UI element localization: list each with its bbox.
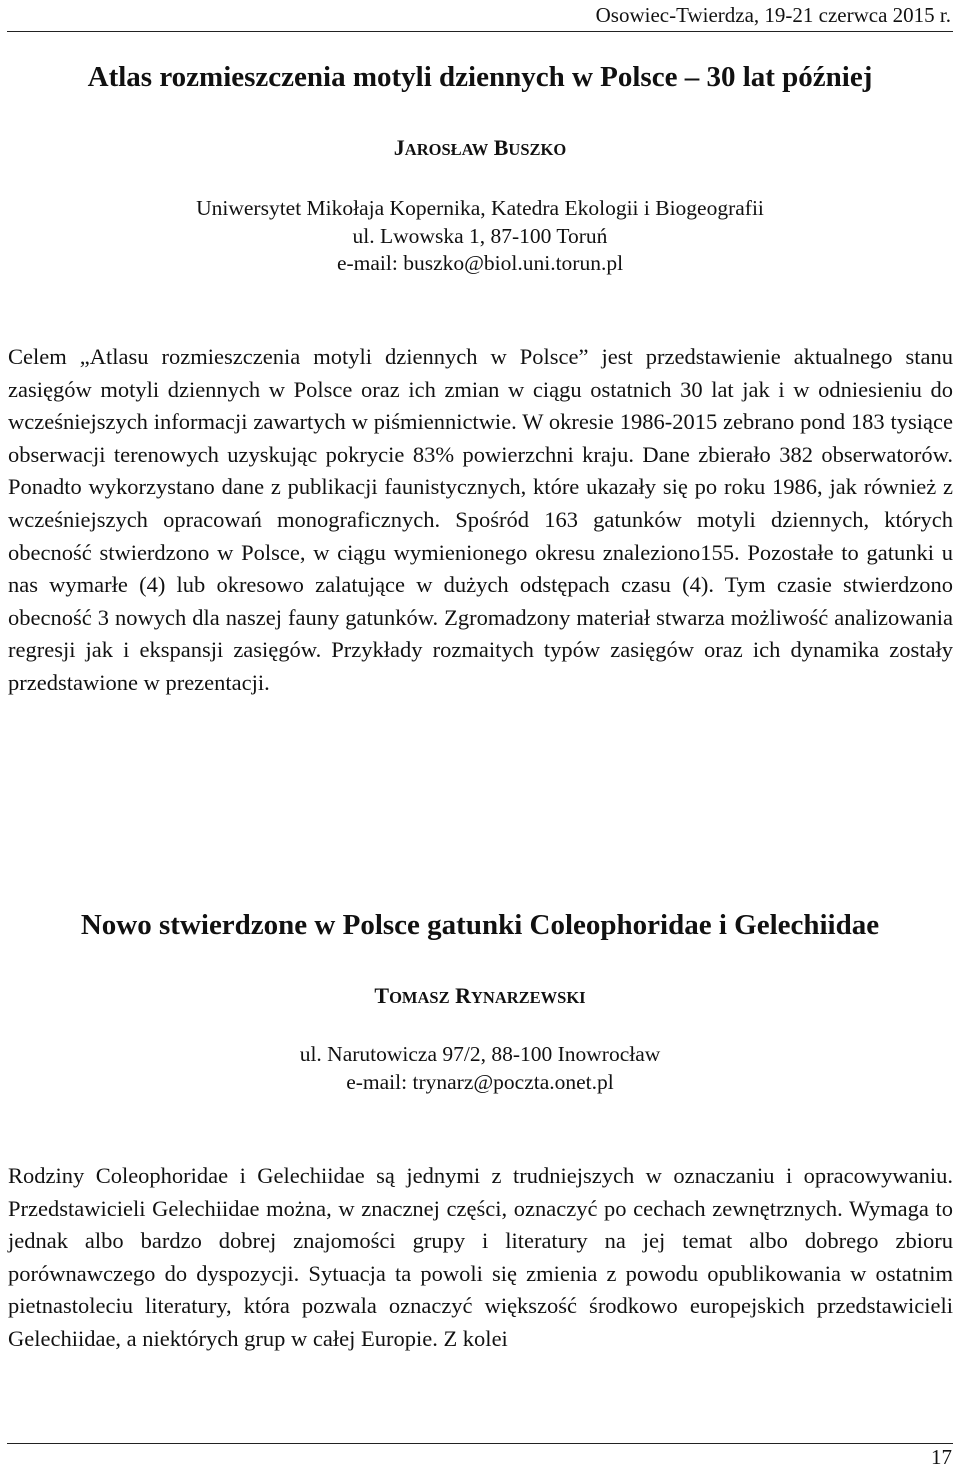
article-1-abstract: Celem „Atlasu rozmieszczenia motyli dziennych w Polsce” jest przedstawienie aktualnego stanu zasięgów motyli dziennych w Polsce oraz ich zmian w ciągu ostatnich 30 lat jak i w odniesieniu do wcześniejszych informacji zawartych w piśmiennictwie. W okresie 1986-2015 zebrano pond 183 tysiące obserwacji terenowych uzyskując pokrycie 83% powierzchni kraju. Dane zbierało 382 obserwatorów. Ponadto wykorzystano dane z publikacji faunistycznych, które ukazały się po roku 1986, jak również z wcześniejszych opracowań monograficznych. Spośród 163 gatunków motyli dziennych, których obecność stwierdzono w Polsce, w ciągu wymienionego okresu znaleziono155. Pozostałe to gatunki u nas wymarłe (4) lub okresowo zalatujące w dużych odstępach czasu (4). Tym czasie stwierdzono obecność 3 nowych dla naszej fauny gatunków. Zgromadzony materiał stwarza możliwość analizowania regresji jak i ekspansji zasięgów. Przykłady rozmaitych typów zasięgów oraz ich dynamika zostały przedstawione w prezentacji. xyxy=(8,344,953,695)
article-2-author xyxy=(0,982,960,1012)
author-2-last-rest: YNARZEWSKI xyxy=(470,988,586,1007)
article-2-title: Nowo stwierdzone w Polsce gatunki Coleophoridae i Gelechiidae xyxy=(80,909,880,941)
author-2-last-initial: R xyxy=(455,983,471,1008)
article-1-author xyxy=(0,134,960,164)
author-1-first-rest: AROSŁAW xyxy=(404,140,489,159)
email-line: e-mail: buszko@biol.uni.torun.pl xyxy=(336,251,624,275)
author-2-first-rest: OMASZ xyxy=(389,988,450,1007)
page-number: 17 xyxy=(931,1445,952,1469)
article-2-abstract: Rodziny Coleophoridae i Gelechiidae są jednymi z trudniejszych w oznaczaniu i opracowywaniu. Przedstawicieli Gelechiidae można, w znacznej części, oznaczyć po cechach zewnętrznych. Wymaga to jednak albo bardzo dobrej znajomości grupy i literatury na jej temat albo dobrego zbioru porównawczego do dyspozycji. Sytuacja ta powoli się zmienia z powodu opublikowania w ostatnim pietnastoleciu literatury, która pozwala oznaczyć większość środkowo europejskich przedstawicieli Gelechiidae, a niektórych grup w całej Europie. Z kolei xyxy=(8,1163,953,1351)
author-1-last-initial: B xyxy=(493,135,509,160)
footer-rule xyxy=(7,1443,953,1444)
header-rule xyxy=(7,31,953,32)
article-2-affiliation xyxy=(0,1041,960,1096)
running-header: Osowiec-Twierdza, 19-21 czerwca 2015 r. xyxy=(595,3,951,27)
article-1-title: Atlas rozmieszczenia motyli dziennych w Polsce – 30 lat później xyxy=(87,61,873,93)
address-line: ul. Narutowicza 97/2, 88-100 Inowrocław xyxy=(299,1042,661,1066)
article-1-affiliation xyxy=(0,195,960,278)
address-line: ul. Lwowska 1, 87-100 Toruń xyxy=(352,223,608,248)
email-line: e-mail: trynarz@poczta.onet.pl xyxy=(346,1069,614,1094)
author-2-first-initial: T xyxy=(374,983,390,1008)
author-1-last-rest: USZKO xyxy=(508,140,567,159)
affiliation-line: Uniwersytet Mikołaja Kopernika, Katedra Ekologii i Biogeografii xyxy=(196,196,764,220)
author-1-first-initial: J xyxy=(393,135,405,160)
